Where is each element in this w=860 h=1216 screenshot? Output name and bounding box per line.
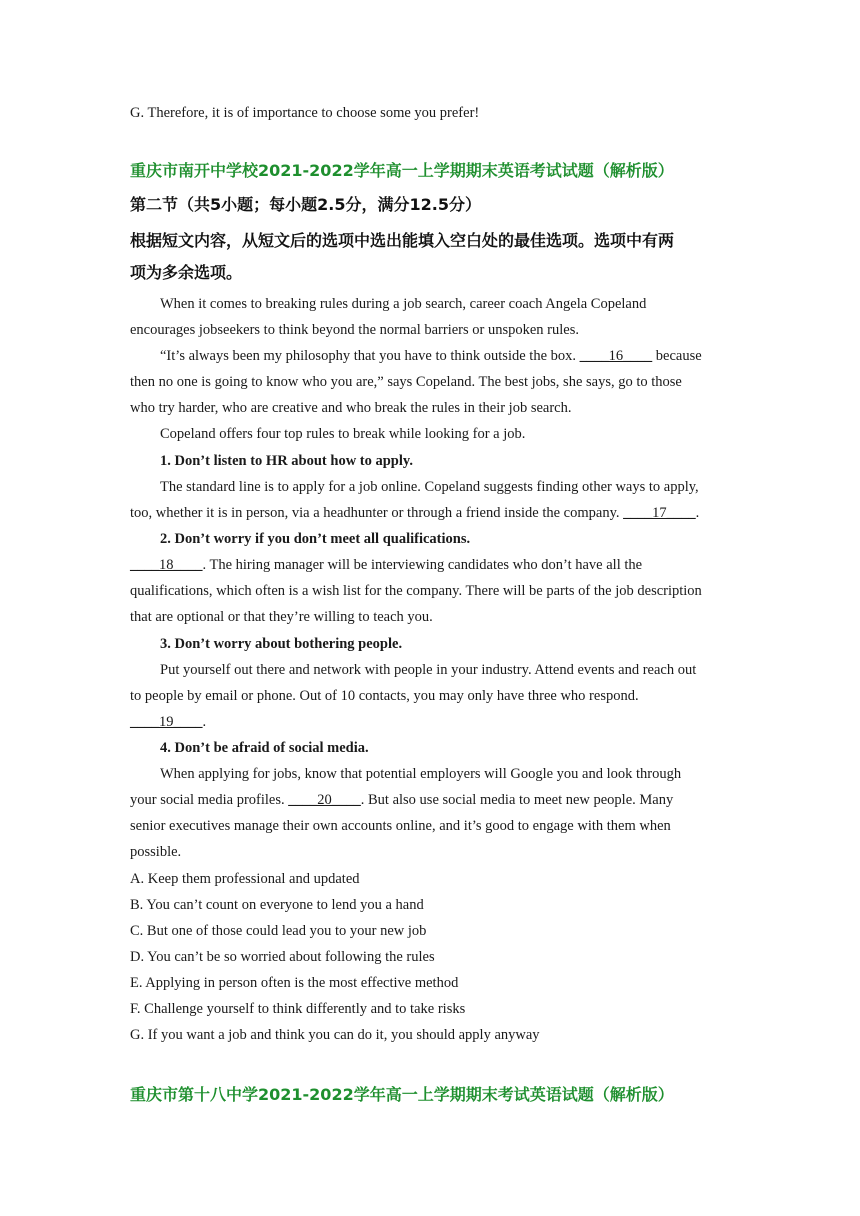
paragraph-2-line-3: who try harder, who are creative and who break the rules in their job search. [130,400,572,416]
blank-20: ____20____ [288,792,361,808]
paragraph-3: Copeland offers four top rules to break while looking for a job. [160,426,526,442]
text-span: . The hiring manager will be interviewing candidates who don’t have all the [202,557,643,573]
option-f: F. Challenge yourself to think differently and to take risks [130,1001,466,1017]
rule-2-heading: 2. Don’t worry if you don’t meet all qualifications. [160,531,471,547]
next-section-title: 重庆市第十八中学2021-2022学年高一上学期期末考试英语试题（解析版） [130,1085,674,1104]
paragraph-6-line-2: to people by email or phone. Out of 10 contacts, you may only have three who respond. [130,688,639,704]
paragraph-5-line-1 [130,552,732,578]
paragraph-6-line-3 [130,709,732,735]
option-a: A. Keep them professional and updated [130,871,360,887]
paragraph-5-line-2: qualifications, which often is a wish list for the company. There will be parts of the job description [130,583,702,599]
text-span: because [652,348,702,364]
section-title: 重庆市南开中学校2021-2022学年高一上学期期末英语考试试题（解析版） [130,161,674,180]
blank-19: ____19____ [130,714,203,730]
paragraph-5-line-3: that are optional or that they’re willing to teach you. [130,609,433,625]
instruction-line-2: 项为多余选项。 [130,263,243,282]
option-b: B. You can’t count on everyone to lend you a hand [130,897,424,913]
rule-4-heading: 4. Don’t be afraid of social media. [160,740,369,756]
paragraph-4-line-2 [130,500,732,526]
part-heading: 第二节（共5小题；每小题2.5分，满分12.5分） [130,195,481,214]
text-span: too, whether it is in person, via a headhunter or through a friend inside the company. [130,505,624,521]
option-d: D. You can’t be so worried about following the rules [130,949,435,965]
paragraph-7-line-2 [130,787,732,813]
paragraph-1-line-2: encourages jobseekers to think beyond the normal barriers or unspoken rules. [130,322,579,338]
previous-option-g: G. Therefore, it is of importance to choose some you prefer! [130,105,480,121]
paragraph-1-line-1: When it comes to breaking rules during a job search, career coach Angela Copeland [160,296,647,312]
blank-17: ____17____ [623,505,696,521]
option-c: C. But one of those could lead you to your new job [130,923,427,939]
paragraph-2-line-2: then no one is going to know who you are,” says Copeland. The best jobs, she says, go to those [130,374,682,390]
paragraph-6-line-1: Put yourself out there and network with people in your industry. Attend events and reach out [160,662,697,678]
blank-18: ____18____ [130,557,203,573]
instruction-line-1: 根据短文内容，从短文后的选项中选出能填入空白处的最佳选项。选项中有两 [130,231,675,250]
paragraph-2-line-1 [130,343,732,369]
rule-1-heading: 1. Don’t listen to HR about how to apply. [160,453,413,469]
text-span: “It’s always been my philosophy that you have to think outside the box. [160,348,580,364]
paragraph-4-line-1: The standard line is to apply for a job online. Copeland suggests finding other ways to apply, [160,479,699,495]
text-span: . [202,714,207,730]
rule-3-heading: 3. Don’t worry about bothering people. [160,636,403,652]
paragraph-7-line-1: When applying for jobs, know that potential employers will Google you and look through [160,766,682,782]
option-e: E. Applying in person often is the most effective method [130,975,459,991]
paragraph-7-line-3: senior executives manage their own accounts online, and it’s good to engage with them when [130,818,671,834]
option-g: G. If you want a job and think you can do it, you should apply anyway [130,1027,540,1043]
blank-16: ____16____ [579,348,653,364]
text-span: . [695,505,700,521]
text-span: your social media profiles. [130,792,289,808]
text-span: . But also use social media to meet new people. Many [360,792,674,808]
paragraph-7-line-4: possible. [130,844,182,860]
